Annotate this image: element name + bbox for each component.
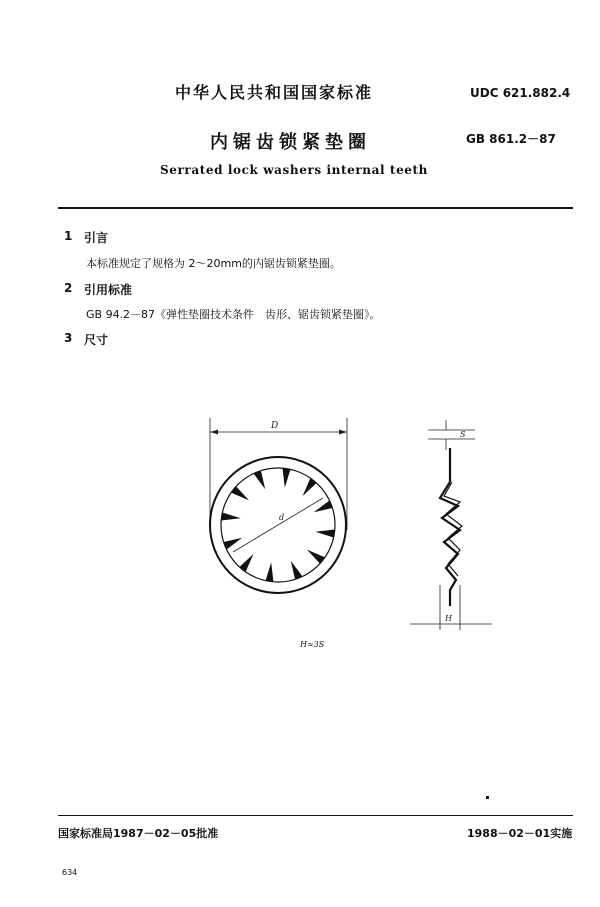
washer-tooth xyxy=(266,562,274,581)
org-title: 中华人民共和国国家标准 xyxy=(175,83,374,102)
scan-dot xyxy=(486,796,489,799)
washer-tooth xyxy=(315,530,334,538)
udc-code: UDC 621.882.4 xyxy=(470,86,571,100)
section-2-body: GB 94.2－87《弹性垫圈技术条件 齿形、锯齿锁紧垫圈》。 xyxy=(86,308,381,321)
effective-date: 1988－02－01实施 xyxy=(467,827,573,840)
section-3-heading: 尺寸 xyxy=(84,333,109,347)
dimension-H-label: H xyxy=(445,614,452,623)
gb-code: GB 861.2－87 xyxy=(466,132,556,146)
section-1-number: 1 xyxy=(64,229,73,243)
document-title: 内锯齿锁紧垫圈 xyxy=(210,132,371,153)
dimension-D-label: D xyxy=(271,421,279,431)
approval-date: 国家标准局1987－02－05批准 xyxy=(58,827,219,840)
section-2-number: 2 xyxy=(64,281,73,295)
page-number: 634 xyxy=(62,868,78,877)
washer-tooth xyxy=(254,471,266,490)
washer-tooth xyxy=(291,561,303,580)
dimension-S-label: S xyxy=(460,430,466,439)
section-2-heading: 引用标准 xyxy=(84,283,133,297)
section-3-number: 3 xyxy=(64,331,73,345)
dimension-d-label: d xyxy=(279,513,285,522)
section-1-body: 本标准规定了规格为 2～20mm的内锯齿锁紧垫圈。 xyxy=(86,257,341,270)
figure-caption: H≈3S xyxy=(300,640,325,649)
washer-front-view xyxy=(195,410,370,610)
header-divider xyxy=(58,207,573,209)
washer-tooth xyxy=(283,468,291,487)
document-title-english: Serrated lock washers internal teeth xyxy=(160,163,429,177)
washer-side-view xyxy=(400,410,495,635)
section-1-heading: 引言 xyxy=(84,231,109,245)
washer-tooth xyxy=(221,513,240,521)
footer-divider xyxy=(58,815,573,816)
